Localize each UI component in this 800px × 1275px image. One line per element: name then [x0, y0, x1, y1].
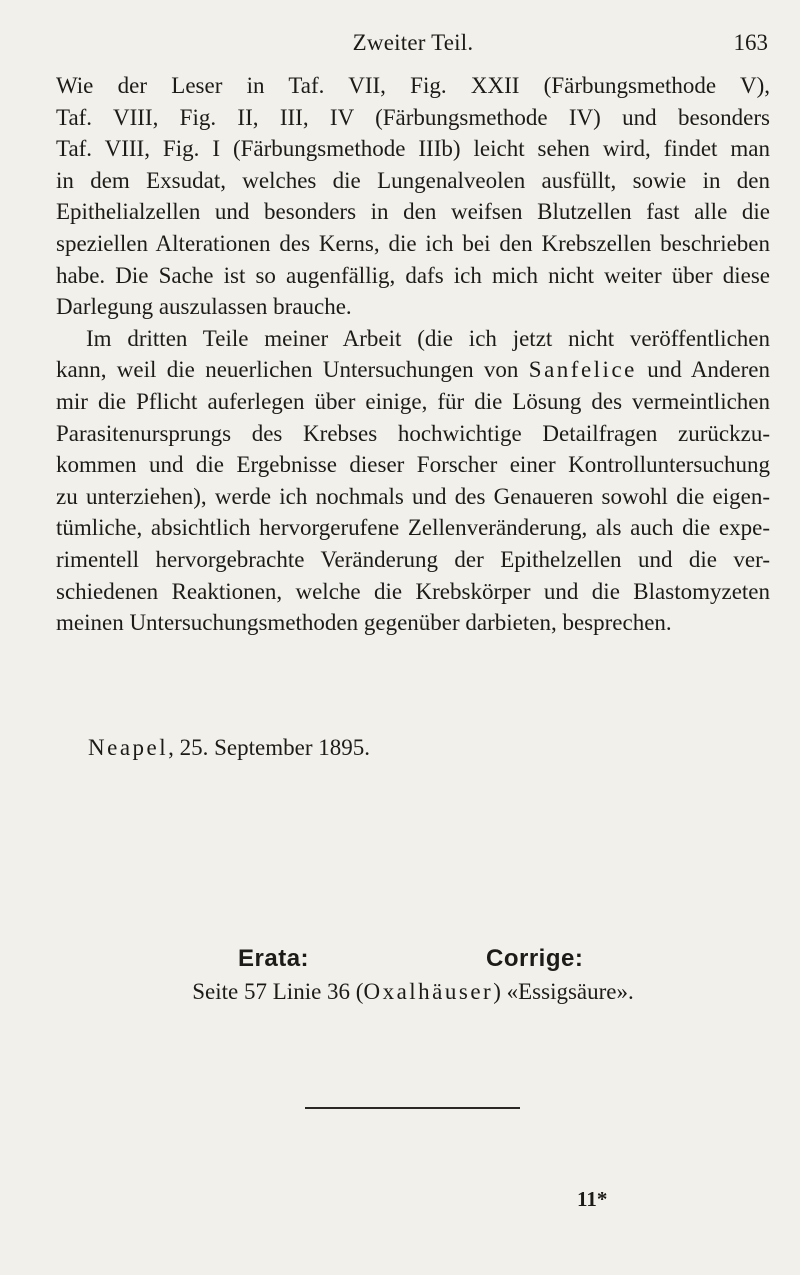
signoff	[88, 735, 370, 761]
text-line: Darlegung auszulassen brauche.	[56, 294, 352, 320]
text-line: Wie der Leser in Taf. VII, Fig. XXII (Färbungsmethode V),	[56, 73, 770, 98]
text-segment: kann, weil die neuerlichen Untersuchungen von	[56, 357, 529, 383]
corrige-heading: Corrige:	[486, 945, 584, 972]
errata-heading: Erata:	[238, 945, 310, 972]
divider-rule	[305, 1107, 520, 1109]
text-line	[56, 354, 770, 386]
signoff-date: , 25. September 1895.	[168, 735, 370, 760]
text-line: zu unterziehen), werde ich nochmals und des Genaueren sowohl die eigen-	[56, 483, 770, 509]
text-line: Im dritten Teile meiner Arbeit (die ich jetzt nicht veröffentlichen	[86, 325, 770, 351]
page-number: 163	[733, 30, 768, 55]
author-name: Sanfelice	[528, 357, 637, 383]
text-line: in dem Exsudat, welches die Lungenalveolen ausfüllt, sowie in den	[56, 167, 770, 193]
paragraph-1	[56, 70, 770, 323]
text-line: Taf. VIII, Fig. I (Färbungsmethode IIIb) leicht sehen wird, findet man	[56, 136, 770, 162]
text-line: mir die Pflicht auferlegen über einige, für die Lösung des vermeintlichen	[56, 388, 770, 414]
text-line: Taf. VIII, Fig. II, III, IV (Färbungsmethode IV) und besonders	[56, 104, 770, 130]
errata-headings	[56, 945, 770, 979]
paragraph-2	[56, 323, 770, 639]
text-line: schiedenen Reaktionen, welche die Krebskörper und die Blastomyzeten	[56, 578, 770, 604]
text-line: speziellen Alterationen des Kerns, die ich bei den Krebszellen beschrieben	[56, 230, 770, 256]
signature-mark: 11*	[577, 1187, 608, 1211]
errata-entry	[56, 979, 770, 1005]
errata-entry-prefix: Seite 57 Linie 36 (	[192, 979, 364, 1004]
running-head: Zweiter Teil.	[352, 30, 474, 55]
errata-entry-suffix: ) «Essigsäure».	[493, 979, 634, 1004]
text-line: kommen und die Ergebnisse dieser Forscher einer Kontrolluntersuchung	[56, 452, 770, 478]
text-line: Epithelialzellen und besonders in den weifsen Blutzellen fast alle die	[56, 199, 770, 225]
text-line: meinen Untersuchungsmethoden gegenüber darbieten, besprechen.	[56, 610, 672, 636]
text-segment: und Anderen	[636, 357, 770, 383]
text-line: tümliche, absichtlich hervorgerufene Zellenveränderung, als auch die expe-	[56, 515, 770, 541]
text-line: rimentell hervorgebrachte Veränderung der Epithelzellen und die ver-	[56, 546, 770, 572]
body-text	[56, 70, 770, 639]
signoff-place: Neapel	[88, 735, 169, 760]
page-header	[58, 30, 768, 58]
text-line: Parasitenursprungs des Krebses hochwichtige Detailfragen zurückzu-	[56, 420, 770, 446]
text-line: habe. Die Sache ist so augenfällig, dafs ich mich nicht weiter über diese	[56, 262, 770, 288]
errata-entry-word: Oxalhäuser	[363, 979, 494, 1004]
errata-section	[56, 945, 770, 1005]
